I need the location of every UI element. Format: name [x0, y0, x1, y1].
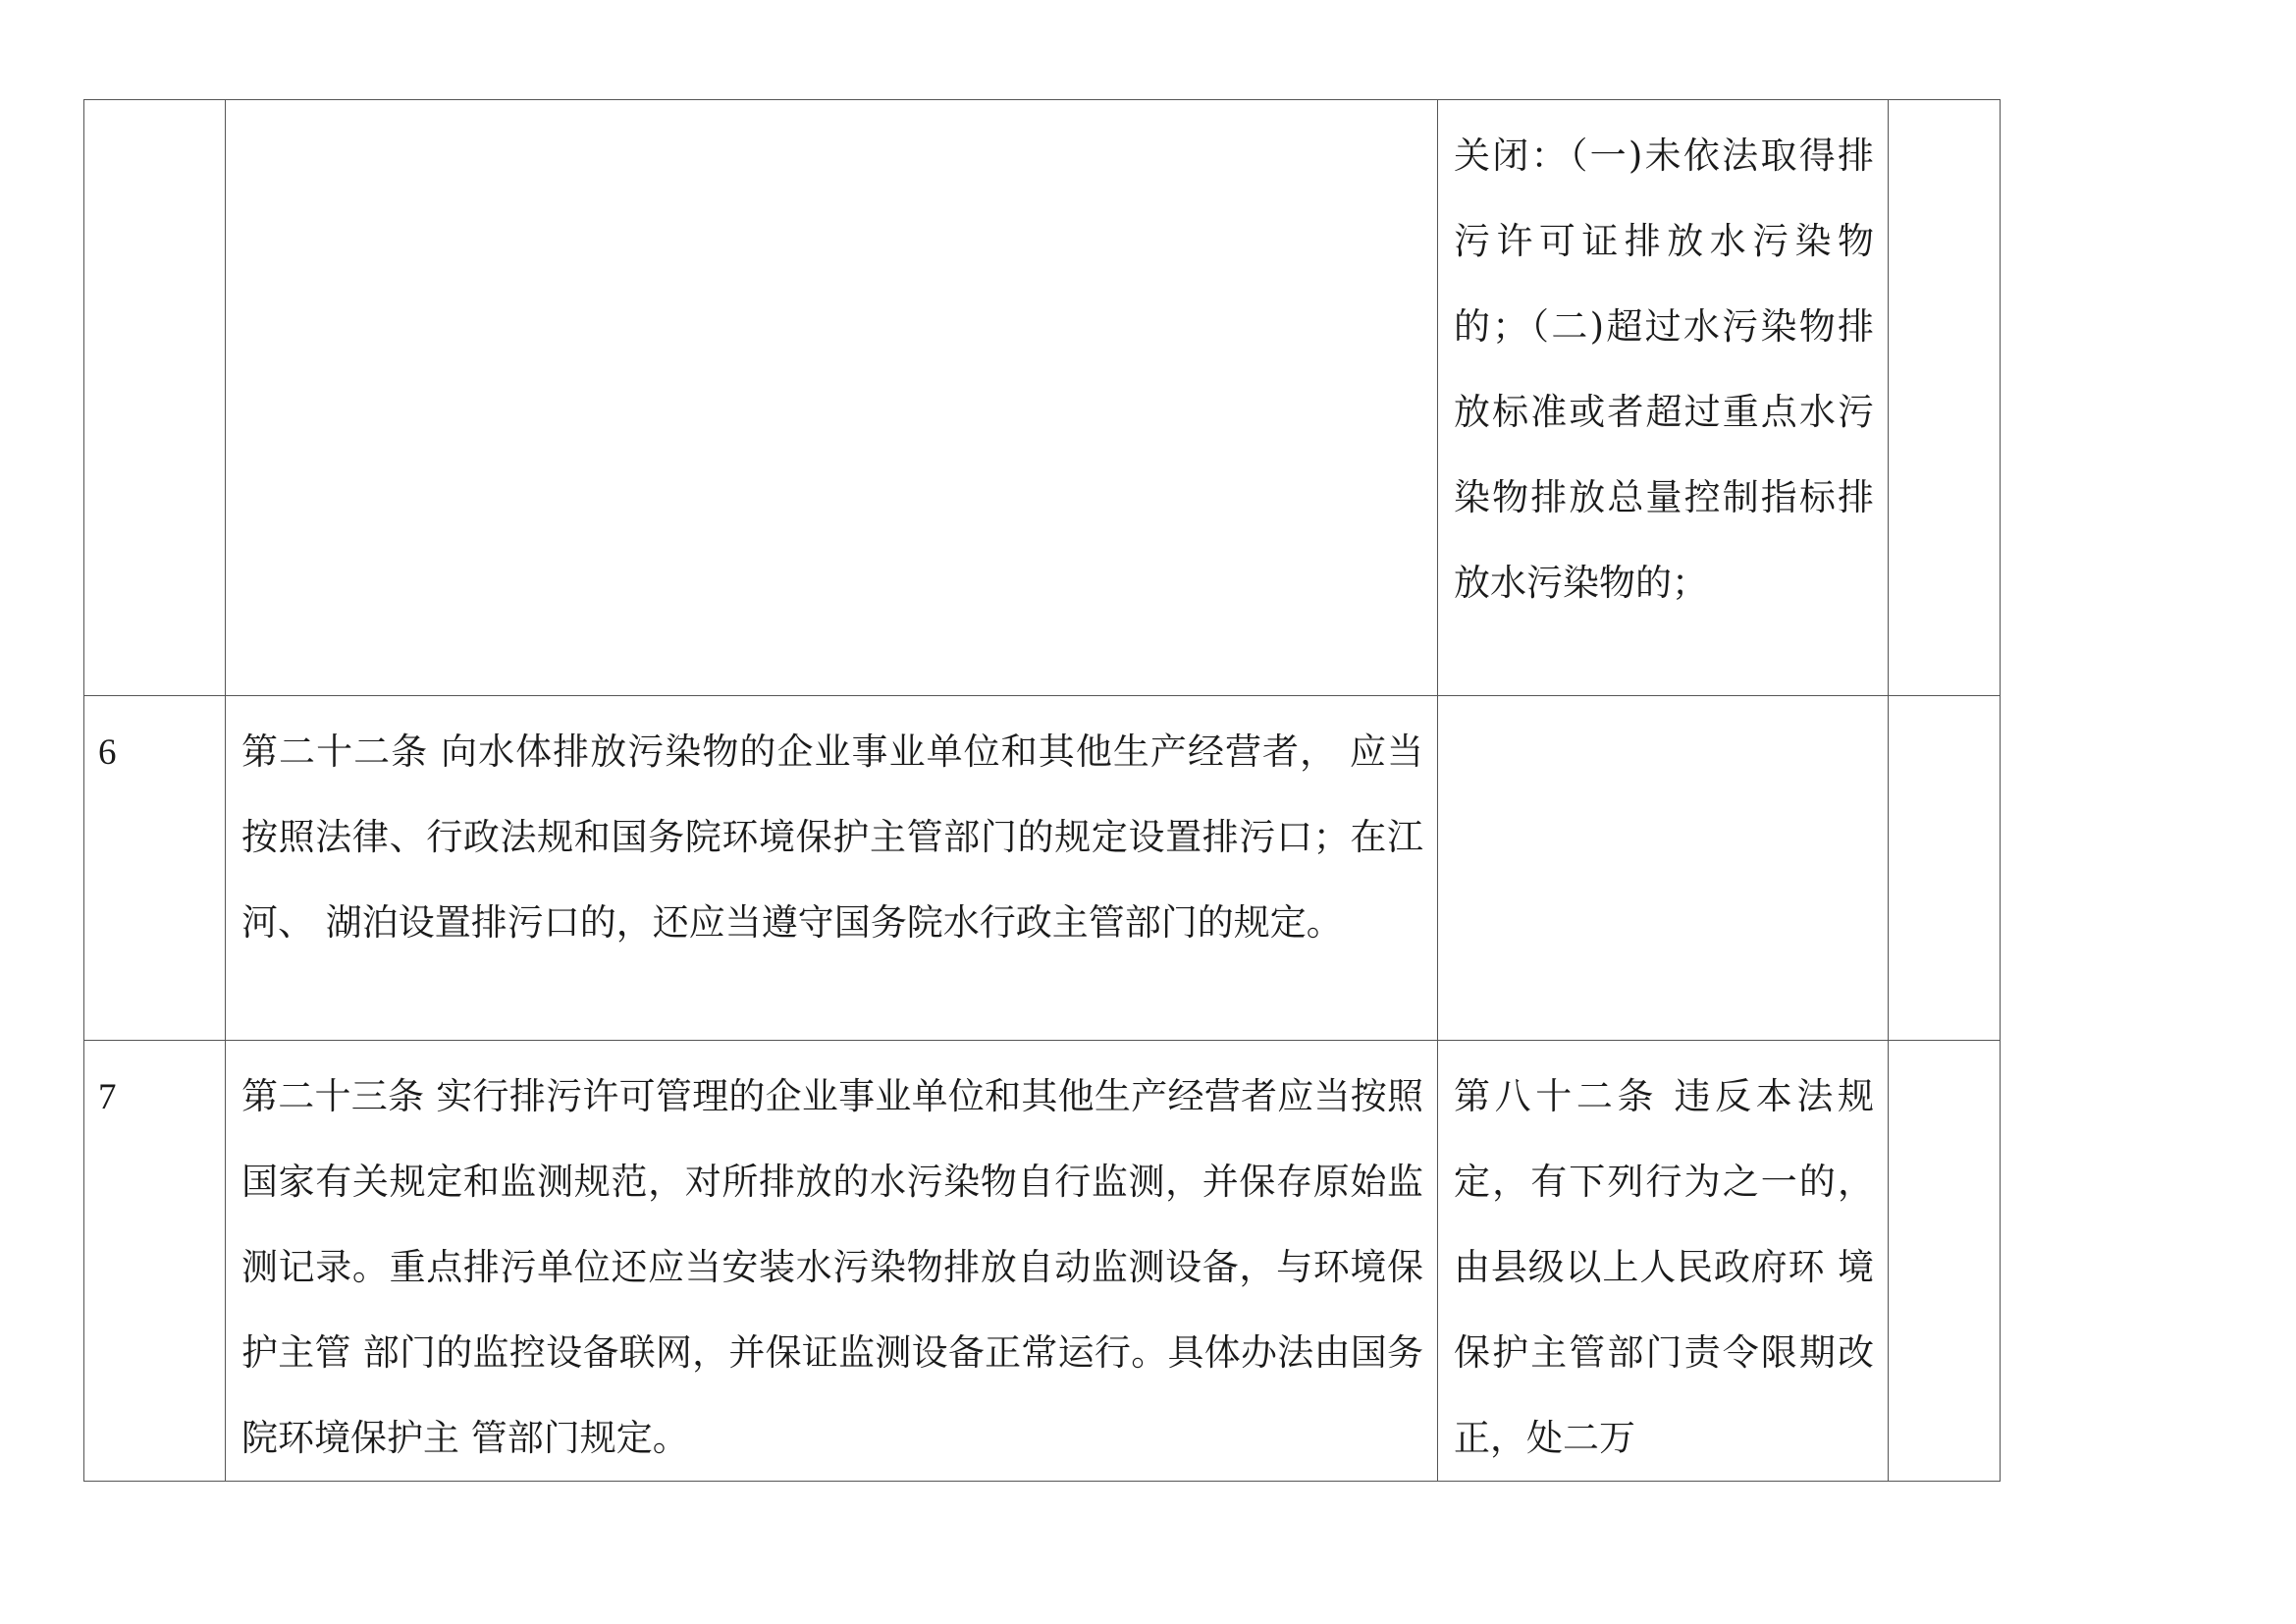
provision-text: 第二十二条 向水体排放污染物的企业事业单位和其他生产经营者， 应当按照法律、行政法规和国务院环境保护主管部门的规定设置排污口；在江河、 湖泊设置排污口的，还应当遵守国务院水行政主管部门的规定。 [241, 731, 1423, 944]
note-cell [1889, 100, 2001, 696]
penalty-text [1438, 696, 1888, 709]
row-number-cell [84, 100, 226, 696]
penalty-cell [1438, 696, 1889, 1041]
provision-cell [226, 1041, 1438, 1482]
penalty-cell [1438, 1041, 1889, 1482]
row-number-cell [84, 1041, 226, 1482]
provision-text: 第二十三条 实行排污许可管理的企业事业单位和其他生产经营者应当按照国家有关规定和监测规范，对所排放的水污染物自行监测，并保存原始监测记录。重点排污单位还应当安装水污染物排放自动监测设备，与环境保护主管 部门的监控设备联网，并保证监测设备正常运行。具体办法由国务院环境保护主 管部门规定。 [241, 1075, 1423, 1459]
table-row [84, 100, 2001, 696]
note-cell [1889, 696, 2001, 1041]
provision-text [226, 100, 1437, 113]
row-number [84, 100, 225, 114]
provision-cell [226, 100, 1438, 696]
penalty-cell [1438, 100, 1889, 696]
penalty-text: 关闭：（一)未依法取得排污许可证排放水污染物的；（二)超过水污染物排放标准或者超过重点水污染物排放总量控制指标排放水污染物的； [1454, 135, 1874, 604]
table-row [84, 1041, 2001, 1482]
row-number: 6 [98, 732, 117, 773]
table-row [84, 696, 2001, 1041]
penalty-text: 第八十二条 违反本法规定，有下列行为之一的，由县级以上人民政府环 境保护主管部门责令限期改正，处二万 [1454, 1075, 1874, 1459]
provision-cell [226, 696, 1438, 1041]
row-number: 7 [98, 1077, 117, 1117]
note-cell [1889, 1041, 2001, 1482]
regulation-table [83, 99, 2001, 1482]
row-number-cell [84, 696, 226, 1041]
